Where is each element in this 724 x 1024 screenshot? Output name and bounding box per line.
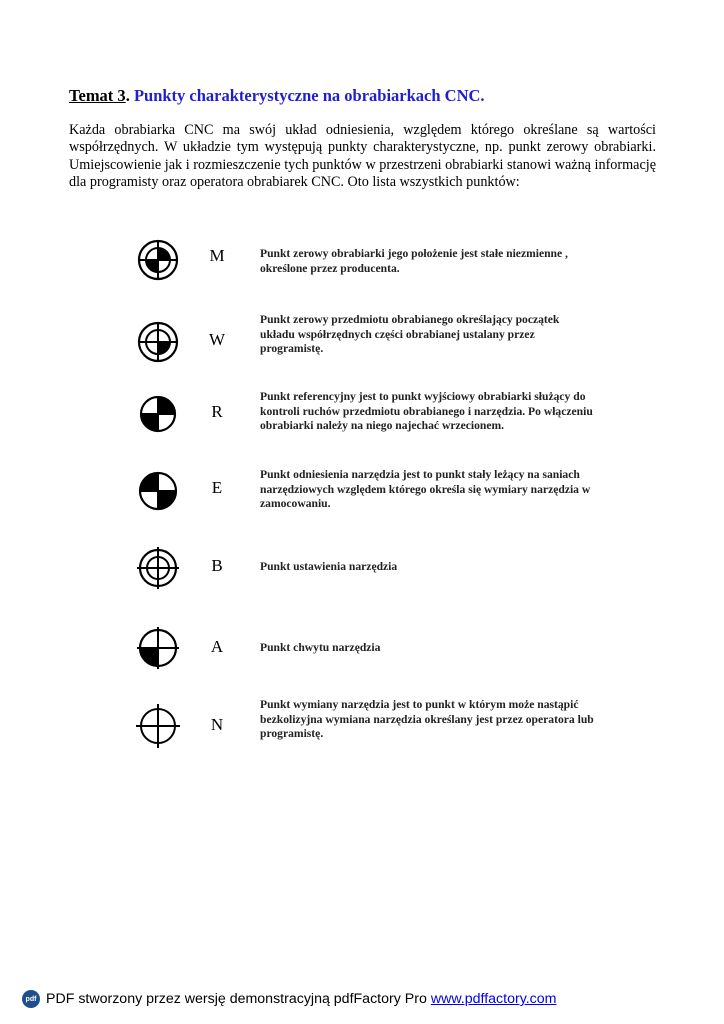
- point-letter: W: [208, 330, 226, 349]
- tool-reference-icon: [132, 465, 184, 517]
- point-description: Punkt zerowy obrabiarki jego położenie jest stałe niezmienne , określone przez producenta.: [260, 247, 568, 275]
- point-row-b: [0, 542, 724, 602]
- point-letter: E: [211, 478, 223, 497]
- tool-change-icon: [132, 700, 184, 752]
- point-row-r: [0, 388, 724, 448]
- intro-paragraph: Każda obrabiarka CNC ma swój układ odniesienia, względem którego określane są wartości współrzędnych. W układzie tym występują punkty charakterystyczne, np. punkt zerowy obrabiarki. Umiejscowienie jak i rozmieszczenie tych punktów w przestrzeni obrabiarki stanowi ważną informację dla programisty oraz operatora obrabiarek CNC. Oto lista wszystkich punktów:: [69, 122, 656, 190]
- point-description: Punkt wymiany narzędzia jest to punkt w którym może nastąpić bezkolizyjna wymiana narzędzia określany jest przez operatora lub programistę.: [260, 698, 594, 741]
- point-letter: B: [211, 556, 223, 575]
- tool-setting-icon: [132, 542, 184, 594]
- topic-separator: .: [125, 86, 130, 105]
- workpiece-zero-icon: [132, 316, 184, 368]
- point-letter: A: [210, 637, 224, 656]
- machine-zero-icon: [132, 234, 184, 286]
- point-description: Punkt chwytu narzędzia: [260, 641, 381, 654]
- footer-link[interactable]: www.pdffactory.com: [430, 991, 557, 1007]
- tool-holding-icon: [132, 622, 184, 674]
- pdffactory-logo-icon: pdf: [22, 990, 40, 1008]
- topic-title: Punkty charakterystyczne na obrabiarkach CNC.: [133, 86, 485, 105]
- pdf-footer: [22, 990, 556, 1008]
- point-row-m: [0, 234, 724, 294]
- reference-point-icon: [132, 388, 184, 440]
- point-row-n: [0, 697, 724, 757]
- point-description: Punkt odniesienia narzędzia jest to punkt stały leżący na saniach narzędziowych względem którego określa się wymiary narzędzia w zamocowaniu.: [260, 468, 591, 511]
- point-letter: M: [209, 246, 225, 265]
- point-description: Punkt zerowy przedmiotu obrabianego określający początek układu współrzędnych części obrabianej ustalany przez programistę.: [260, 313, 560, 356]
- point-letter: R: [211, 402, 223, 421]
- point-description: Punkt ustawienia narzędzia: [260, 560, 398, 573]
- point-letter: N: [210, 715, 224, 734]
- point-row-w: [0, 313, 724, 373]
- point-description: Punkt referencyjny jest to punkt wyjściowy obrabiarki służący do kontroli ruchów przedmiotu obrabianego i narzędzia. Po włączeniu obrabiarki należy na niego najechać wrzecionem.: [260, 390, 593, 433]
- point-row-e: [0, 462, 724, 522]
- footer-text: PDF stworzony przez wersję demonstracyjną pdfFactory Pro: [46, 991, 427, 1007]
- point-row-a: [0, 622, 724, 682]
- topic-number: Temat 3: [69, 86, 126, 105]
